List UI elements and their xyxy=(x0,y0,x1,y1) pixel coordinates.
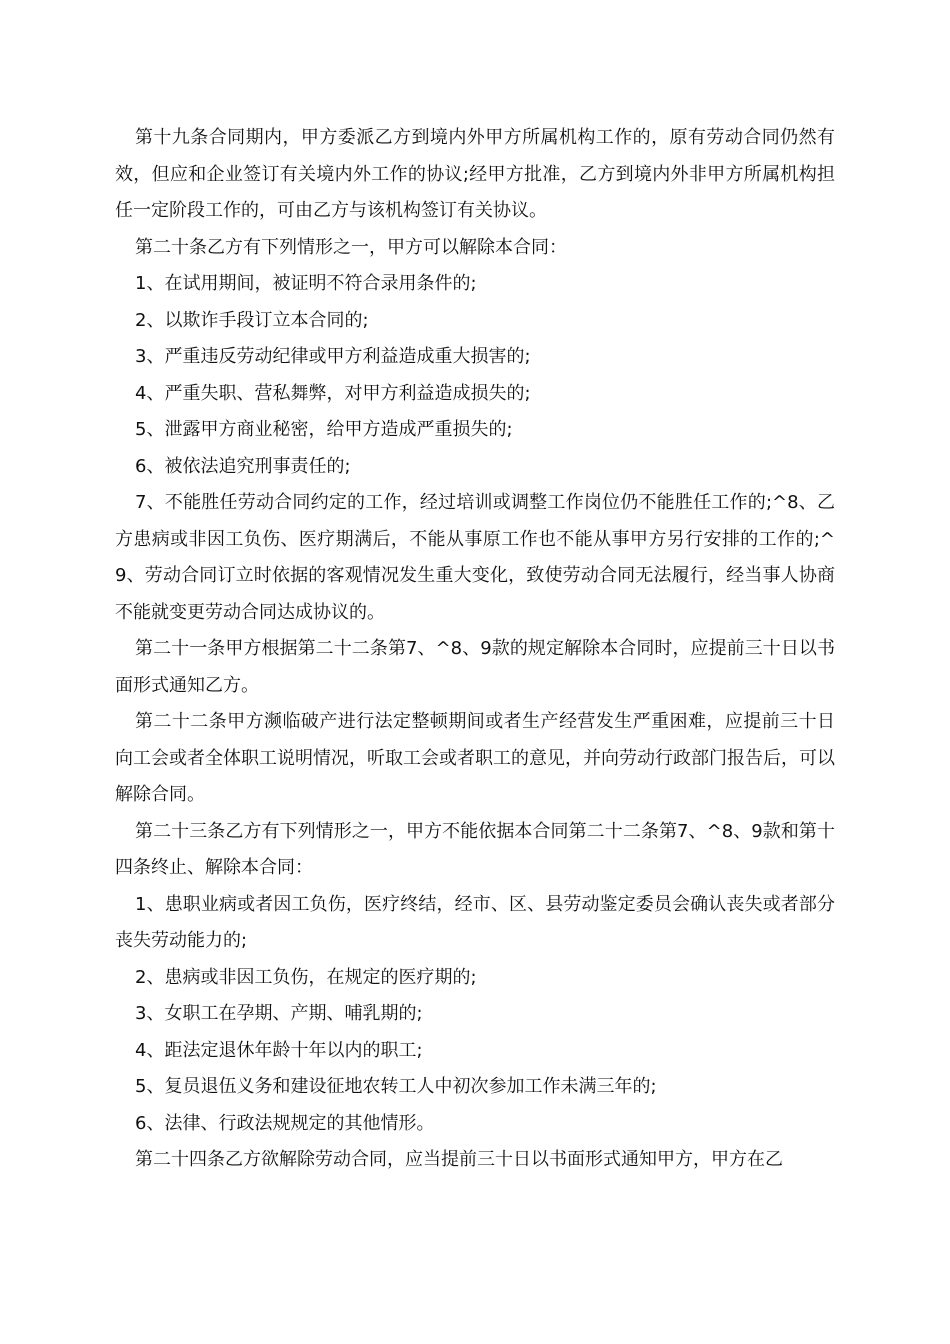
document-body xyxy=(115,120,835,1179)
list-item: 1、患职业病或者因工负伤，医疗终结，经市、区、县劳动鉴定委员会确认丧失或者部分丧失劳动能力的; xyxy=(115,893,835,951)
list-item: 6、法律、行政法规规定的其他情形。 xyxy=(135,1112,435,1134)
list-item: 4、严重失职、营私舞弊，对甲方利益造成损失的; xyxy=(135,382,531,404)
paragraph-article-22: 第二十二条甲方濒临破产进行法定整顿期间或者生产经营发生严重困难，应提前三十日向工会或者全体职工说明情况，听取工会或者职工的意见，并向劳动行政部门报告后，可以解除合同。 xyxy=(115,711,835,805)
list-item: 3、严重违反劳动纪律或甲方利益造成重大损害的; xyxy=(135,346,531,367)
paragraph-article-20: 第二十条乙方有下列情形之一，甲方可以解除本合同： xyxy=(135,236,567,258)
list-item: 5、复员退伍义务和建设征地农转工人中初次参加工作未满三年的; xyxy=(135,1076,657,1097)
list-item: 4、距法定退休年龄十年以内的职工; xyxy=(135,1039,423,1061)
paragraph-article-23: 第二十三条乙方有下列情形之一，甲方不能依据本合同第二十二条第7、^8、9款和第十四条终止、解除本合同： xyxy=(115,820,835,878)
list-item: 2、患病或非因工负伤，在规定的医疗期的; xyxy=(135,966,477,988)
paragraph-article-21: 第二十一条甲方根据第二十二条第7、^8、9款的规定解除本合同时，应提前三十日以书面形式通知乙方。 xyxy=(115,638,835,696)
paragraph-article-24: 第二十四条乙方欲解除劳动合同，应当提前三十日以书面形式通知甲方，甲方在乙 xyxy=(135,1149,783,1170)
list-item: 2、以欺诈手段订立本合同的; xyxy=(135,309,369,331)
list-item: 7、不能胜任劳动合同约定的工作，经过培训或调整工作岗位仍不能胜任工作的;^8、乙方患病或非因工负伤、医疗期满后，不能从事原工作也不能从事甲方另行安排的工作的;^9、劳动合同订立时依据的客观情况发生重大变化，致使劳动合同无法履行，经当事人协商不能就变更劳动合同达成协议的。 xyxy=(115,492,836,623)
paragraph-article-19: 第十九条合同期内，甲方委派乙方到境内外甲方所属机构工作的，原有劳动合同仍然有效，但应和企业签订有关境内外工作的协议;经甲方批准，乙方到境内外非甲方所属机构担任一定阶段工作的，可由乙方与该机构签订有关协议。 xyxy=(115,127,835,221)
list-item: 3、女职工在孕期、产期、哺乳期的; xyxy=(135,1003,423,1024)
list-item: 5、泄露甲方商业秘密，给甲方造成严重损失的; xyxy=(135,419,513,440)
list-item: 1、在试用期间，被证明不符合录用条件的; xyxy=(135,273,477,294)
list-item: 6、被依法追究刑事责任的; xyxy=(135,455,351,477)
